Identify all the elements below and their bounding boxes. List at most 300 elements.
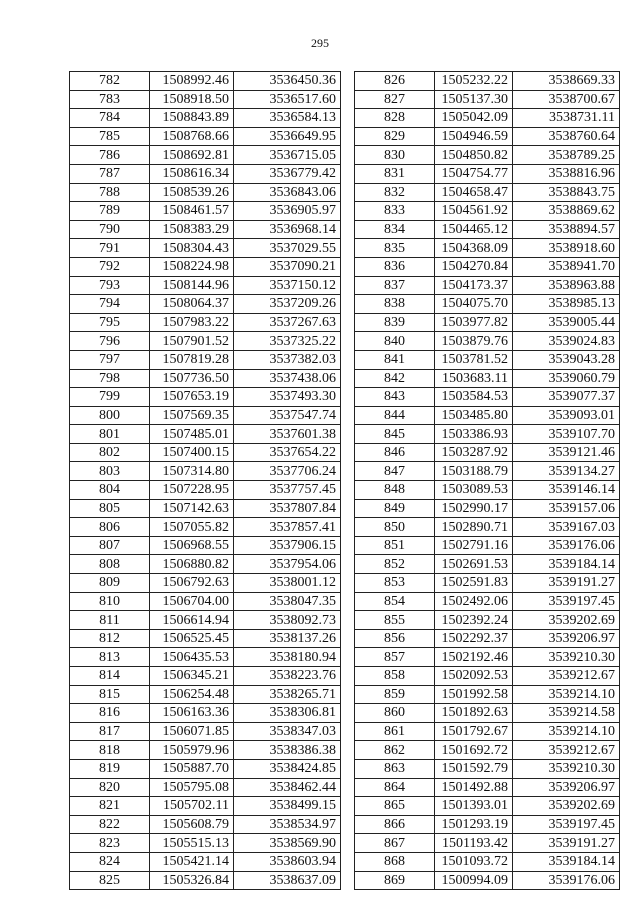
- point-number-cell: 852: [355, 555, 435, 574]
- point-number-cell: 817: [70, 722, 150, 741]
- point-number-cell: 822: [70, 815, 150, 834]
- x-coordinate-cell: 1503781.52: [435, 350, 513, 369]
- point-number-cell: 801: [70, 425, 150, 444]
- y-coordinate-cell: 3537654.22: [234, 443, 341, 462]
- table-row: [70, 90, 341, 109]
- x-coordinate-cell: 1505887.70: [150, 759, 234, 778]
- point-number-cell: 806: [70, 518, 150, 537]
- x-coordinate-cell: 1508224.98: [150, 257, 234, 276]
- point-number-cell: 805: [70, 499, 150, 518]
- x-coordinate-cell: 1508383.29: [150, 220, 234, 239]
- point-number-cell: 859: [355, 685, 435, 704]
- y-coordinate-cell: 3538941.70: [513, 257, 620, 276]
- x-coordinate-cell: 1507400.15: [150, 443, 234, 462]
- table-row: [355, 462, 620, 481]
- x-coordinate-cell: 1507736.50: [150, 369, 234, 388]
- point-number-cell: 821: [70, 797, 150, 816]
- table-row: [355, 276, 620, 295]
- point-number-cell: 861: [355, 722, 435, 741]
- y-coordinate-cell: 3538534.97: [234, 815, 341, 834]
- table-row: [355, 574, 620, 593]
- x-coordinate-cell: 1506880.82: [150, 555, 234, 574]
- point-number-cell: 798: [70, 369, 150, 388]
- y-coordinate-cell: 3536517.60: [234, 90, 341, 109]
- point-number-cell: 841: [355, 350, 435, 369]
- point-number-cell: 828: [355, 109, 435, 128]
- x-coordinate-cell: 1503683.11: [435, 369, 513, 388]
- table-row: [70, 220, 341, 239]
- y-coordinate-cell: 3539134.27: [513, 462, 620, 481]
- y-coordinate-cell: 3538843.75: [513, 183, 620, 202]
- y-coordinate-cell: 3539176.06: [513, 871, 620, 890]
- y-coordinate-cell: 3538347.03: [234, 722, 341, 741]
- x-coordinate-cell: 1508616.34: [150, 164, 234, 183]
- x-coordinate-cell: 1504850.82: [435, 146, 513, 165]
- x-coordinate-cell: 1507142.63: [150, 499, 234, 518]
- point-number-cell: 838: [355, 295, 435, 314]
- y-coordinate-cell: 3539176.06: [513, 536, 620, 555]
- table-row: [70, 871, 341, 890]
- y-coordinate-cell: 3539093.01: [513, 406, 620, 425]
- point-number-cell: 868: [355, 852, 435, 871]
- point-number-cell: 794: [70, 295, 150, 314]
- y-coordinate-cell: 3537209.26: [234, 295, 341, 314]
- point-number-cell: 867: [355, 834, 435, 853]
- y-coordinate-cell: 3538603.94: [234, 852, 341, 871]
- x-coordinate-cell: 1505979.96: [150, 741, 234, 760]
- x-coordinate-cell: 1505515.13: [150, 834, 234, 853]
- y-coordinate-cell: 3539043.28: [513, 350, 620, 369]
- y-coordinate-cell: 3537706.24: [234, 462, 341, 481]
- y-coordinate-cell: 3539146.14: [513, 481, 620, 500]
- point-number-cell: 783: [70, 90, 150, 109]
- y-coordinate-cell: 3538047.35: [234, 592, 341, 611]
- x-coordinate-cell: 1504270.84: [435, 257, 513, 276]
- x-coordinate-cell: 1505702.11: [150, 797, 234, 816]
- y-coordinate-cell: 3539212.67: [513, 667, 620, 686]
- table-row: [70, 332, 341, 351]
- table-row: [70, 778, 341, 797]
- x-coordinate-cell: 1508539.26: [150, 183, 234, 202]
- point-number-cell: 793: [70, 276, 150, 295]
- y-coordinate-cell: 3539202.69: [513, 611, 620, 630]
- x-coordinate-cell: 1508768.66: [150, 127, 234, 146]
- y-coordinate-cell: 3536843.06: [234, 183, 341, 202]
- point-number-cell: 784: [70, 109, 150, 128]
- y-coordinate-cell: 3539197.45: [513, 815, 620, 834]
- x-coordinate-cell: 1502591.83: [435, 574, 513, 593]
- x-coordinate-cell: 1507819.28: [150, 350, 234, 369]
- y-coordinate-cell: 3538386.38: [234, 741, 341, 760]
- point-number-cell: 849: [355, 499, 435, 518]
- y-coordinate-cell: 3537857.41: [234, 518, 341, 537]
- x-coordinate-cell: 1506163.36: [150, 704, 234, 723]
- y-coordinate-cell: 3538789.25: [513, 146, 620, 165]
- y-coordinate-cell: 3538001.12: [234, 574, 341, 593]
- y-coordinate-cell: 3539212.67: [513, 741, 620, 760]
- table-row: [355, 388, 620, 407]
- y-coordinate-cell: 3539191.27: [513, 834, 620, 853]
- table-row: [70, 183, 341, 202]
- table-row: [70, 536, 341, 555]
- y-coordinate-cell: 3538265.71: [234, 685, 341, 704]
- point-number-cell: 847: [355, 462, 435, 481]
- table-row: [70, 443, 341, 462]
- y-coordinate-cell: 3539060.79: [513, 369, 620, 388]
- y-coordinate-cell: 3536584.13: [234, 109, 341, 128]
- table-row: [70, 704, 341, 723]
- x-coordinate-cell: 1506254.48: [150, 685, 234, 704]
- table-row: [70, 611, 341, 630]
- point-number-cell: 869: [355, 871, 435, 890]
- table-row: [355, 629, 620, 648]
- table-row: [355, 499, 620, 518]
- point-number-cell: 800: [70, 406, 150, 425]
- point-number-cell: 795: [70, 313, 150, 332]
- x-coordinate-cell: 1507569.35: [150, 406, 234, 425]
- table-row: [355, 648, 620, 667]
- point-number-cell: 788: [70, 183, 150, 202]
- x-coordinate-cell: 1503977.82: [435, 313, 513, 332]
- point-number-cell: 844: [355, 406, 435, 425]
- table-row: [355, 443, 620, 462]
- table-row: [70, 406, 341, 425]
- y-coordinate-cell: 3539077.37: [513, 388, 620, 407]
- point-number-cell: 816: [70, 704, 150, 723]
- table-row: [355, 704, 620, 723]
- x-coordinate-cell: 1504173.37: [435, 276, 513, 295]
- x-coordinate-cell: 1504754.77: [435, 164, 513, 183]
- x-coordinate-cell: 1505421.14: [150, 852, 234, 871]
- x-coordinate-cell: 1507228.95: [150, 481, 234, 500]
- point-number-cell: 855: [355, 611, 435, 630]
- y-coordinate-cell: 3539184.14: [513, 555, 620, 574]
- y-coordinate-cell: 3539107.70: [513, 425, 620, 444]
- coordinate-table-right: [354, 71, 620, 890]
- point-number-cell: 785: [70, 127, 150, 146]
- point-number-cell: 853: [355, 574, 435, 593]
- table-row: [70, 239, 341, 258]
- x-coordinate-cell: 1506525.45: [150, 629, 234, 648]
- point-number-cell: 807: [70, 536, 150, 555]
- point-number-cell: 863: [355, 759, 435, 778]
- x-coordinate-cell: 1506968.55: [150, 536, 234, 555]
- x-coordinate-cell: 1506345.21: [150, 667, 234, 686]
- x-coordinate-cell: 1503485.80: [435, 406, 513, 425]
- x-coordinate-cell: 1508692.81: [150, 146, 234, 165]
- table-row: [355, 592, 620, 611]
- table-row: [355, 722, 620, 741]
- point-number-cell: 858: [355, 667, 435, 686]
- y-coordinate-cell: 3537382.03: [234, 350, 341, 369]
- x-coordinate-cell: 1507983.22: [150, 313, 234, 332]
- y-coordinate-cell: 3536450.36: [234, 72, 341, 91]
- table-row: [70, 815, 341, 834]
- y-coordinate-cell: 3536779.42: [234, 164, 341, 183]
- x-coordinate-cell: 1508843.89: [150, 109, 234, 128]
- y-coordinate-cell: 3537954.06: [234, 555, 341, 574]
- x-coordinate-cell: 1504561.92: [435, 202, 513, 221]
- table-row: [70, 592, 341, 611]
- table-row: [355, 667, 620, 686]
- y-coordinate-cell: 3539206.97: [513, 629, 620, 648]
- table-row: [355, 332, 620, 351]
- y-coordinate-cell: 3539184.14: [513, 852, 620, 871]
- x-coordinate-cell: 1502990.17: [435, 499, 513, 518]
- x-coordinate-cell: 1508918.50: [150, 90, 234, 109]
- y-coordinate-cell: 3538985.13: [513, 295, 620, 314]
- x-coordinate-cell: 1504946.59: [435, 127, 513, 146]
- y-coordinate-cell: 3539197.45: [513, 592, 620, 611]
- point-number-cell: 845: [355, 425, 435, 444]
- point-number-cell: 857: [355, 648, 435, 667]
- point-number-cell: 866: [355, 815, 435, 834]
- table-row: [70, 797, 341, 816]
- y-coordinate-cell: 3539214.58: [513, 704, 620, 723]
- point-number-cell: 850: [355, 518, 435, 537]
- point-number-cell: 812: [70, 629, 150, 648]
- y-coordinate-cell: 3536905.97: [234, 202, 341, 221]
- y-coordinate-cell: 3538894.57: [513, 220, 620, 239]
- x-coordinate-cell: 1500994.09: [435, 871, 513, 890]
- x-coordinate-cell: 1508304.43: [150, 239, 234, 258]
- table-row: [70, 722, 341, 741]
- y-coordinate-cell: 3537325.22: [234, 332, 341, 351]
- x-coordinate-cell: 1508461.57: [150, 202, 234, 221]
- table-row: [70, 499, 341, 518]
- y-coordinate-cell: 3537601.38: [234, 425, 341, 444]
- table-row: [355, 72, 620, 91]
- y-coordinate-cell: 3537029.55: [234, 239, 341, 258]
- x-coordinate-cell: 1503584.53: [435, 388, 513, 407]
- x-coordinate-cell: 1502392.24: [435, 611, 513, 630]
- point-number-cell: 826: [355, 72, 435, 91]
- table-row: [355, 759, 620, 778]
- table-row: [70, 852, 341, 871]
- point-number-cell: 802: [70, 443, 150, 462]
- y-coordinate-cell: 3537493.30: [234, 388, 341, 407]
- point-number-cell: 856: [355, 629, 435, 648]
- y-coordinate-cell: 3538306.81: [234, 704, 341, 723]
- table-row: [70, 629, 341, 648]
- table-row: [355, 425, 620, 444]
- point-number-cell: 796: [70, 332, 150, 351]
- table-row: [355, 350, 620, 369]
- x-coordinate-cell: 1508992.46: [150, 72, 234, 91]
- point-number-cell: 860: [355, 704, 435, 723]
- x-coordinate-cell: 1501892.63: [435, 704, 513, 723]
- table-row: [355, 536, 620, 555]
- point-number-cell: 799: [70, 388, 150, 407]
- point-number-cell: 851: [355, 536, 435, 555]
- x-coordinate-cell: 1501792.67: [435, 722, 513, 741]
- table-row: [70, 276, 341, 295]
- x-coordinate-cell: 1502092.53: [435, 667, 513, 686]
- table-row: [355, 369, 620, 388]
- table-row: [70, 481, 341, 500]
- x-coordinate-cell: 1507055.82: [150, 518, 234, 537]
- y-coordinate-cell: 3539210.30: [513, 759, 620, 778]
- point-number-cell: 819: [70, 759, 150, 778]
- y-coordinate-cell: 3537438.06: [234, 369, 341, 388]
- x-coordinate-cell: 1508064.37: [150, 295, 234, 314]
- point-number-cell: 791: [70, 239, 150, 258]
- point-number-cell: 846: [355, 443, 435, 462]
- y-coordinate-cell: 3538816.96: [513, 164, 620, 183]
- table-row: [355, 90, 620, 109]
- x-coordinate-cell: 1503089.53: [435, 481, 513, 500]
- point-number-cell: 854: [355, 592, 435, 611]
- x-coordinate-cell: 1503386.93: [435, 425, 513, 444]
- table-row: [355, 313, 620, 332]
- point-number-cell: 832: [355, 183, 435, 202]
- x-coordinate-cell: 1503879.76: [435, 332, 513, 351]
- y-coordinate-cell: 3538092.73: [234, 611, 341, 630]
- table-row: [355, 406, 620, 425]
- x-coordinate-cell: 1504465.12: [435, 220, 513, 239]
- x-coordinate-cell: 1502492.06: [435, 592, 513, 611]
- x-coordinate-cell: 1501393.01: [435, 797, 513, 816]
- table-row: [355, 778, 620, 797]
- table-row: [355, 109, 620, 128]
- table-row: [70, 350, 341, 369]
- y-coordinate-cell: 3539005.44: [513, 313, 620, 332]
- point-number-cell: 836: [355, 257, 435, 276]
- table-row: [70, 146, 341, 165]
- x-coordinate-cell: 1505608.79: [150, 815, 234, 834]
- point-number-cell: 814: [70, 667, 150, 686]
- x-coordinate-cell: 1502791.16: [435, 536, 513, 555]
- y-coordinate-cell: 3538869.62: [513, 202, 620, 221]
- table-row: [70, 555, 341, 574]
- point-number-cell: 864: [355, 778, 435, 797]
- y-coordinate-cell: 3538137.26: [234, 629, 341, 648]
- table-row: [70, 295, 341, 314]
- x-coordinate-cell: 1501492.88: [435, 778, 513, 797]
- table-row: [355, 220, 620, 239]
- y-coordinate-cell: 3537090.21: [234, 257, 341, 276]
- table-row: [355, 518, 620, 537]
- x-coordinate-cell: 1506614.94: [150, 611, 234, 630]
- x-coordinate-cell: 1507314.80: [150, 462, 234, 481]
- y-coordinate-cell: 3536715.05: [234, 146, 341, 165]
- point-number-cell: 820: [70, 778, 150, 797]
- x-coordinate-cell: 1508144.96: [150, 276, 234, 295]
- point-number-cell: 804: [70, 481, 150, 500]
- table-row: [70, 462, 341, 481]
- table-row: [70, 425, 341, 444]
- point-number-cell: 789: [70, 202, 150, 221]
- y-coordinate-cell: 3539024.83: [513, 332, 620, 351]
- y-coordinate-cell: 3538569.90: [234, 834, 341, 853]
- point-number-cell: 808: [70, 555, 150, 574]
- table-row: [70, 518, 341, 537]
- x-coordinate-cell: 1504658.47: [435, 183, 513, 202]
- table-row: [70, 257, 341, 276]
- y-coordinate-cell: 3539202.69: [513, 797, 620, 816]
- x-coordinate-cell: 1505326.84: [150, 871, 234, 890]
- table-row: [355, 183, 620, 202]
- table-row: [355, 146, 620, 165]
- table-row: [70, 72, 341, 91]
- x-coordinate-cell: 1505232.22: [435, 72, 513, 91]
- point-number-cell: 840: [355, 332, 435, 351]
- table-row: [70, 369, 341, 388]
- point-number-cell: 823: [70, 834, 150, 853]
- point-number-cell: 862: [355, 741, 435, 760]
- point-number-cell: 833: [355, 202, 435, 221]
- table-row: [355, 164, 620, 183]
- point-number-cell: 827: [355, 90, 435, 109]
- y-coordinate-cell: 3539157.06: [513, 499, 620, 518]
- y-coordinate-cell: 3538223.76: [234, 667, 341, 686]
- x-coordinate-cell: 1501692.72: [435, 741, 513, 760]
- y-coordinate-cell: 3539121.46: [513, 443, 620, 462]
- y-coordinate-cell: 3538424.85: [234, 759, 341, 778]
- y-coordinate-cell: 3539214.10: [513, 685, 620, 704]
- table-row: [70, 667, 341, 686]
- y-coordinate-cell: 3537547.74: [234, 406, 341, 425]
- table-row: [70, 164, 341, 183]
- point-number-cell: 829: [355, 127, 435, 146]
- point-number-cell: 848: [355, 481, 435, 500]
- point-number-cell: 865: [355, 797, 435, 816]
- y-coordinate-cell: 3538637.09: [234, 871, 341, 890]
- x-coordinate-cell: 1501193.42: [435, 834, 513, 853]
- point-number-cell: 815: [70, 685, 150, 704]
- point-number-cell: 835: [355, 239, 435, 258]
- x-coordinate-cell: 1503188.79: [435, 462, 513, 481]
- point-number-cell: 818: [70, 741, 150, 760]
- table-row: [355, 741, 620, 760]
- table-row: [70, 741, 341, 760]
- table-row: [355, 239, 620, 258]
- table-row: [355, 797, 620, 816]
- table-row: [355, 815, 620, 834]
- y-coordinate-cell: 3538918.60: [513, 239, 620, 258]
- y-coordinate-cell: 3539210.30: [513, 648, 620, 667]
- x-coordinate-cell: 1505042.09: [435, 109, 513, 128]
- table-row: [355, 295, 620, 314]
- table-row: [70, 109, 341, 128]
- x-coordinate-cell: 1505795.08: [150, 778, 234, 797]
- x-coordinate-cell: 1506435.53: [150, 648, 234, 667]
- table-row: [355, 685, 620, 704]
- table-row: [70, 574, 341, 593]
- point-number-cell: 842: [355, 369, 435, 388]
- x-coordinate-cell: 1507653.19: [150, 388, 234, 407]
- point-number-cell: 843: [355, 388, 435, 407]
- y-coordinate-cell: 3538499.15: [234, 797, 341, 816]
- x-coordinate-cell: 1504075.70: [435, 295, 513, 314]
- y-coordinate-cell: 3538963.88: [513, 276, 620, 295]
- x-coordinate-cell: 1507485.01: [150, 425, 234, 444]
- x-coordinate-cell: 1506792.63: [150, 574, 234, 593]
- x-coordinate-cell: 1505137.30: [435, 90, 513, 109]
- y-coordinate-cell: 3536968.14: [234, 220, 341, 239]
- point-number-cell: 839: [355, 313, 435, 332]
- point-number-cell: 837: [355, 276, 435, 295]
- y-coordinate-cell: 3536649.95: [234, 127, 341, 146]
- point-number-cell: 792: [70, 257, 150, 276]
- point-number-cell: 810: [70, 592, 150, 611]
- point-number-cell: 831: [355, 164, 435, 183]
- table-row: [70, 648, 341, 667]
- point-number-cell: 811: [70, 611, 150, 630]
- point-number-cell: 834: [355, 220, 435, 239]
- point-number-cell: 825: [70, 871, 150, 890]
- point-number-cell: 786: [70, 146, 150, 165]
